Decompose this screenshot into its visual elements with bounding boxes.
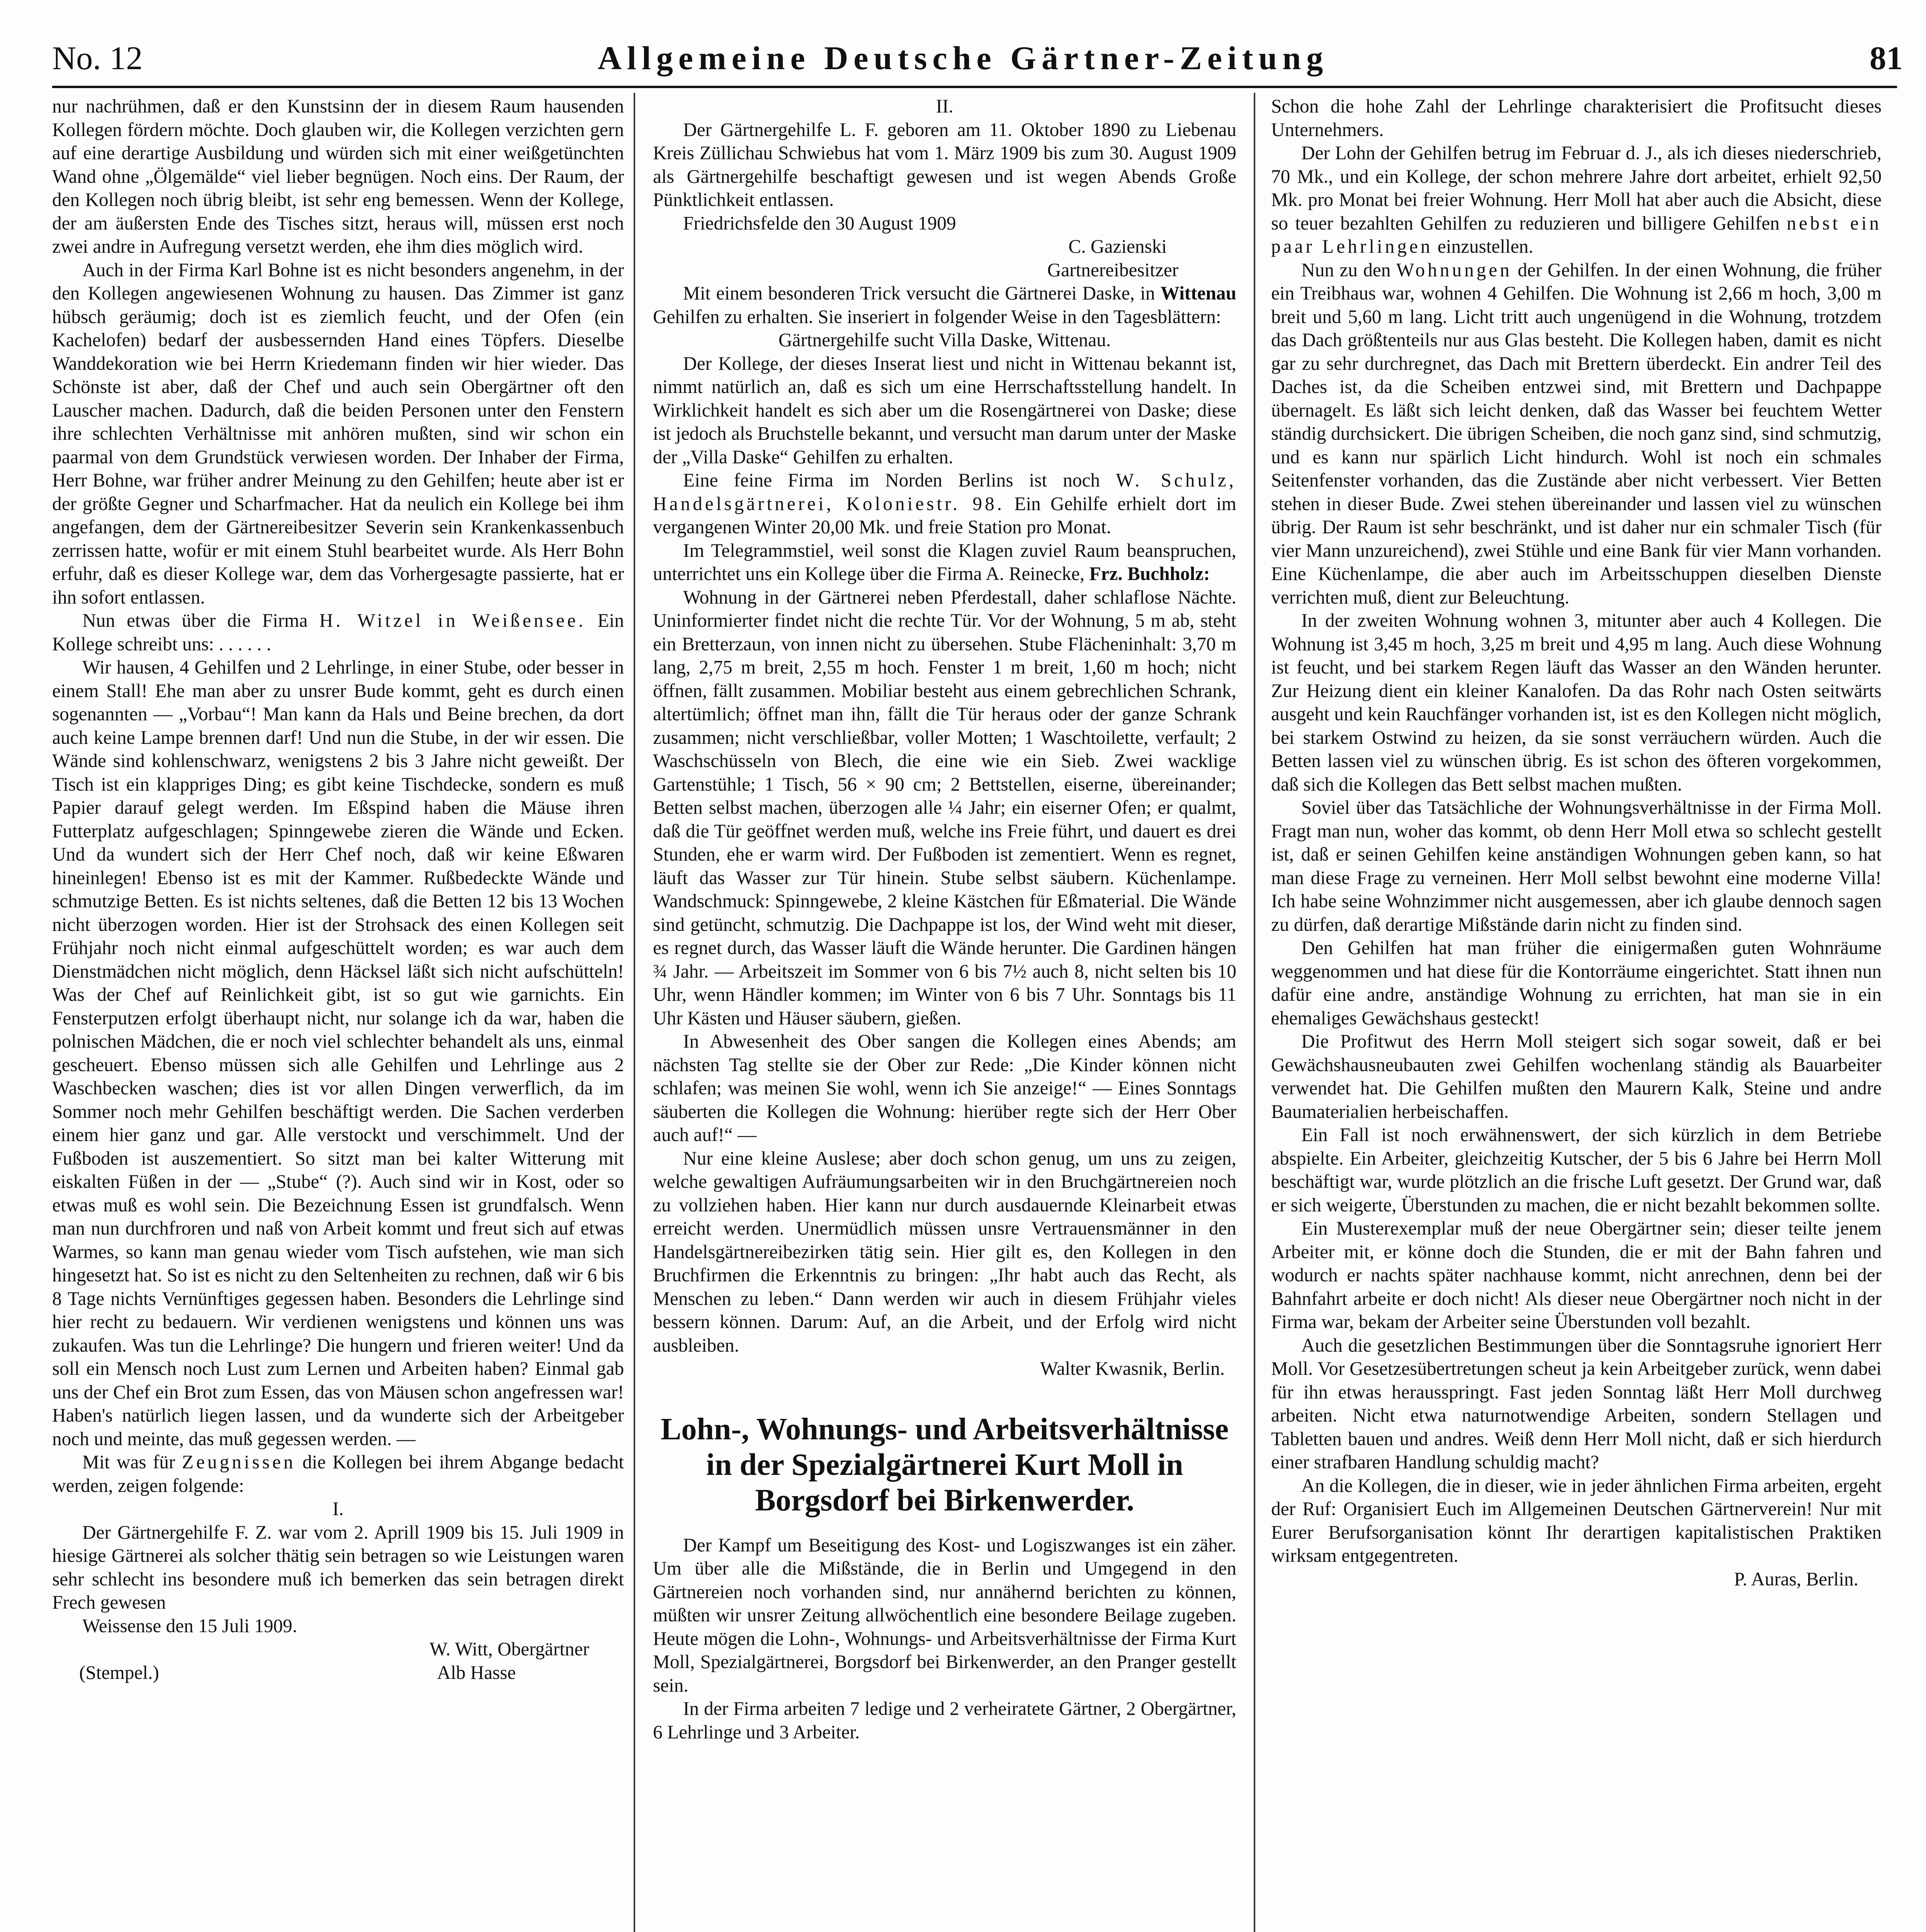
paragraph: Auch die gesetzlichen Bestimmungen über die Sonntagsruhe ignoriert Herr Moll. Vor Gesetzesübertretungen scheut ja kein Arbeitgeber zurück, wenn dabei für ihn etwas herausspringt. Fast jeden Sonntag läßt Herr Moll durchweg arbeiten. Nicht etwa naturnotwendige Arbeiten, sondern Stellagen und Tabletten bauen und andres. Weiß denn Herr Moll nicht, daß er sich hierdurch einer strafbaren Handlung schuldig macht?: [1271, 1334, 1882, 1473]
certificate-role: Gartnereibesitzer: [1047, 259, 1178, 281]
certificate-text: Der Gärtnergehilfe L. F. geboren am 11. Oktober 1890 zu Liebenau Kreis Züllichau Schwiebus hat vom 1. März 1909 bis zum 30. August 1909 als Gärtnergehilfe beschaftigt gewesen und ist wegen Abends Große Pünktlichkeit entlassen.: [653, 119, 1236, 210]
paragraph: In der Firma arbeiten 7 ledige und 2 verheiratete Gärtner, 2 Obergärtner, 6 Lehrlinge und 3 Arbeiter.: [653, 1698, 1236, 1743]
page-number: 81: [1870, 39, 1903, 77]
paragraph: Soviel über das Tatsächliche der Wohnungsverhältnisse in der Firma Moll. Fragt man nun, woher das kommt, ob denn Herr Moll etwa so schlecht gestellt ist, daß er seinen Gehilfen keine anständigen Wohnungen geben kann, so hat man diese Frage zu verneinen. Herr Moll selbst bewohnt eine moderne Villa! Ich habe seine Wohnzimmer nicht ausgemessen, aber ich glaube dennoch sagen zu dürfen, daß derartige Mißstände darin nicht zu finden sind.: [1271, 797, 1882, 935]
column-1: [52, 95, 624, 1932]
advertisement: Gärtnergehilfe sucht Villa Daske, Wittenau.: [778, 329, 1111, 350]
paragraph: Wohnung in der Gärtnerei neben Pferdestall, daher schlaflose Nächte. Uninformierter findet nicht die rechte Tür. Vor der Wohnung, 5 m ab, steht ein Bretterzaun, von innen nicht zu übersehen. Stube Flächeninhalt: 3,70 m lang, 2,75 m breit, 2,55 m hoch. Fenster 1 m breit, 1,60 m hoch; nicht öffnen, fällt zusammen. Mobiliar besteht aus einem gebrechlichen Schrank, altertümlich; öffnet man ihn, fällt die Tür heraus oder der ganze Schrank zusammen; nicht verschließbar, voller Motten; 1 Waschtoilette, verfault; 2 Waschschüsseln von Blech, die eine wie ein Sieb. Zwei wacklige Gartenstühle; 1 Tisch, 56 × 90 cm; 2 Bettstellen, eiserne, übereinander; Betten selbst machen, überzogen alle ¼ Jahr; ein eiserner Ofen; er qualmt, daß die Tür geöffnet werden muß, welche ins Freie führt, und dauert es drei Stunden, ehe er warm wird. Der Fußboden ist zementiert. Wenn es regnet, läuft das Wasser zur Tür hinein. Stube selbst säubern. Küchenlampe. Wandschmuck: Spinngewebe, 2 kleine Kästchen für Eßmaterial. Die Wände sind getüncht, schmutzig. Die Dachpappe ist los, der Wind weht mit dieser, es regnet durch, das Wasser läuft die Wände herunter. Die Gardinen hängen ¾ Jahr. — Arbeitszeit im Sommer von 6 bis 7½ auch 8, nicht selten bis 10 Uhr, wenn Händler kommen; im Winter von 6 bis 7 Uhr. Sonntags bis 11 Uhr Kästen und Häuser säubern, gießen.: [653, 586, 1236, 1029]
paragraph: Die Profitwut des Herrn Moll steigert sich sogar soweit, daß er bei Gewächshausneubauten zwei Gehilfen wochenlang ständig als Bauarbeiter verwendet hat. Die Gehilfen mußten den Maurern Kalk, Steine und andre Baumaterialien herbeischaffen.: [1271, 1031, 1882, 1122]
paragraph: Ein Musterexemplar muß der neue Obergärtner sein; dieser teilte jenem Arbeiter mit, er könne doch die Stunden, die er mit der Bahn fahren und wodurch er nachts später nachhause kommt, nicht anrechnen, denn bei der Bahnfahrt arbeite er doch nicht! Als dieser neue Obergärtner noch nicht in der Firma war, bekam der Arbeiter seine Überstunden voll bezahlt.: [1271, 1218, 1882, 1332]
place-name: Frz. Buchholz:: [1089, 563, 1210, 584]
paragraph: An die Kollegen, die in dieser, wie in jeder ähnlichen Firma arbeiten, ergeht der Ruf: Organisiert Euch im Allgemeinen Deutschen Gärtnerverein! Nur mit Eurer Berufsorganisation könnt Ihr derartigen kapitalistischen Praktiken wirksam entgegentreten.: [1271, 1475, 1882, 1566]
column-3: [1271, 95, 1882, 1932]
emphasis: nebst ein paar Lehrlingen: [1271, 212, 1882, 257]
author-signature: Walter Kwasnik, Berlin.: [1040, 1358, 1225, 1379]
paragraph: Der Kollege, der dieses Inserat liest und nicht in Wittenau bekannt ist, nimmt natürlich an, daß es sich um eine Herrschaftsstellung handelt. In Wirklichkeit handelt es sich aber um die Rosengärtnerei von Daske; diese ist jedoch als Bruchstelle bekannt, und versucht man darum unter der Maske der „Villa Daske“ Gehilfen zu erhalten.: [653, 352, 1236, 468]
certificate-signature: W. Witt, Obergärtner: [429, 1638, 589, 1660]
newspaper-title: Allgemeine Deutsche Gärtner-Zeitung: [597, 39, 1329, 77]
column-divider: [1254, 93, 1255, 1932]
paragraph: Nur eine kleine Auslese; aber doch schon genug, um uns zu zeigen, welche gewaltigen Aufräumungsarbeiten wir in den Bruchgärtnereien noch zu vollziehen haben. Hier kann nur durch ausdauernde Kleinarbeit etwas erreicht werden. Unermüdlich müssen unsre Vertrauensmänner in den Handelsgärtnereibezirken tätig sein. Hier gilt es, den Kollegen in den Bruchfirmen die Erkenntnis zu bringen: „Ihr habt auch das Recht, als Menschen zu leben.“ Dann werden wir auch in diesem Frühjahr vieles bessern können. Darum: Auf, an die Arbeit, und der Erfolg wird nicht ausbleiben.: [653, 1147, 1236, 1356]
section-number: II.: [936, 95, 954, 117]
issue-number: No. 12: [52, 39, 143, 77]
paragraph: In Abwesenheit des Ober sangen die Kollegen eines Abends; am nächsten Tag stellte sie der Ober zur Rede: „Die Kinder können nicht schlafen; was meinen Sie wohl, wenn ich Sie anzeige!“ — Eines Sonntags säuberten die Kollegen die Wohnung: hierüber regte sich der Herr Ober auch auf!“ —: [653, 1031, 1236, 1145]
certificate-text: Der Gärtnergehilfe F. Z. war vom 2. Aprill 1909 bis 15. Juli 1909 in hiesige Gärtnerei als solcher thätig sein betragen so wie Leistungen waren sehr schlecht ins besondere muß ich bemerken das sein betragen direkt Frech gewesen: [52, 1521, 624, 1613]
paragraph: Mit einem besonderen Trick versucht die Gärtnerei Daske, in Wittenau Gehilfen zu erhalten. Sie inseriert in folgender Weise in den Tagesblättern:: [653, 282, 1236, 327]
page-header: [0, 37, 1926, 79]
paragraph: Wir hausen, 4 Gehilfen und 2 Lehrlinge, in einer Stube, oder besser in einem Stall! Ehe man aber zu unsrer Bude kommt, geht es durch einen sogenannten — „Vorbau“! Man kann da Hals und Beine brechen, da dort auch keine Lampe brennen darf! Und nun die Stube, in der wir essen. Die Wände sind kohlenschwarz, wenigstens 2 bis 3 Jahre nicht geweißt. Der Tisch ist ein klappriges Ding; es gibt keine Tischdecke, sondern es muß Papier darauf gelegt werden. Im Eßspind haben die Mäuse ihren Futterplatz aufgeschlagen; Spinngewebe zieren die Wände und Ecken. Und da wundert sich der Herr Chef noch, daß wir keine Eßwaren hineinlegen! Ebenso ist es mit der Kammer. Rußbedeckte Wände und schmutzige Betten. Es ist nichts seltenes, daß die Betten 12 bis 13 Wochen nicht überzogen worden. Hier ist der Strohsack des einen Kollegen seit Frühjahr noch nicht einmal aufgeschüttelt worden; es war auch dem Dienstmädchen nicht möglich, denn Häcksel läßt sich nicht aufschütteln! Was der Chef auf Reinlichkeit gibt, ist so gut wie garnichts. Ein Fensterputzen erfolgt überhaupt nicht, nur solange ich da war, haben die polnischen Mädchen, die er noch viel schlechter behandelt als uns, einmal gescheuert. Ebenso müssen sich alle Gehilfen und Lehrlinge aus 2 Waschbecken waschen; dies ist vor allen Dingen verwerflich, da im Sommer noch mehr Gehilfen beschäftigt werden. Die Sachen verderben einem hier ganz und gar. Alle verstockt und verschimmelt. Und der Fußboden ist auszementiert. So sitzt man bei kalter Witterung mit eiskalten Füßen in der — „Stube“ (?). Auch sind wir in Kost, oder so etwas muß es wohl sein. Die Bezeichnung Essen ist grundfalsch. Wenn man nun durchfroren und naß von Arbeit kommt und freut sich auf etwas Warmes, so kann man genau wieder vom Tisch aufstehen, wie man sich hingesetzt hat. So ist es nicht zu den Seltenheiten zu rechnen, daß wir 6 bis 8 Tage nichts Vernünftiges gegessen haben. Besonders die Lehrlinge sind hier recht zu bedauern. Wir verdienen wenigstens und können uns was zukaufen. Was tun die Lehrlinge? Die hungern und frieren weiter! Und da soll ein Mensch noch Lust zum Lernen und Arbeiten haben? Einmal gab uns der Chef ein Brot zum Essen, das von Mäusen schon angefressen war! Haben's natürlich liegen lassen, und da wunderte sich der Arbeitgeber noch und meinte, das muß gegessen werden. —: [52, 656, 624, 1449]
stamp-label: (Stempel.): [79, 1662, 159, 1683]
certificate-place: Friedrichsfelde den 30 August 1909: [683, 212, 956, 234]
emphasis: Zeugnissen: [182, 1451, 296, 1473]
header-rule: [52, 86, 1897, 88]
place-name: Wittenau: [1160, 282, 1236, 304]
firm-name: W. Schulz, Handelsgärtnerei, Koloniestr. 98.: [653, 469, 1236, 514]
paragraph: Ein Fall ist noch erwähnenswert, der sich kürzlich in dem Betriebe abspielte. Ein Arbeiter, gleichzeitig Kutscher, der 5 bis 6 Jahre bei Herrn Moll beschäftigt war, wurde plötzlich an die frische Luft gesetzt. Der Grund war, daß er sich weigerte, Überstunden zu machen, die er nicht bezahlt bekommen sollte.: [1271, 1124, 1882, 1216]
certificate-signature: C. Gazienski: [1068, 236, 1167, 257]
paragraph: Der Lohn der Gehilfen betrug im Februar d. J., als ich dieses niederschrieb, 70 Mk., und ein Kollege, der schon mehrere Jahre dort arbeitet, erhielt 92,50 Mk. pro Monat bei freier Wohnung. Herr Moll hat aber auch die Absicht, diese so teuer bezahlten Gehilfen zu reduzieren und billigere Gehilfen nebst ein paar Lehrlingen einzustellen.: [1271, 142, 1882, 257]
paragraph: Im Telegrammstiel, weil sonst die Klagen zuviel Raum beanspruchen, unterrichtet uns ein Kollege über die Firma A. Reinecke, Frz. Buchholz:: [653, 539, 1236, 584]
article-heading: Lohn-, Wohnungs- und Arbeitsverhältnisse in der Spezialgärtnerei Kurt Moll in Borgsdorf bei Birkenwerder.: [660, 1412, 1229, 1517]
paragraph: Auch in der Firma Karl Bohne ist es nicht besonders angenehm, in der den Kollegen angewiesenen Wohnung zu hausen. Das Zimmer ist ganz hübsch geräumig; doch ist es ziemlich feucht, und der Ofen (ein Kachelofen) bedarf der ausbessernden Hand eines Töpfers. Dieselbe Wanddekoration wie bei Herrn Kriedemann finden wir hier wieder. Das Schönste ist aber, daß der Chef und auch sein Obergärtner oft den Lauscher machen. Dadurch, daß die beiden Personen unter den Fenstern ihre schlechten Verhältnisse mit anhören mußten, sind wir schon ein paarmal von dem Grundstück verwiesen worden. Der Inhaber der Firma, Herr Bohne, war früher andrer Meinung zu den Gehilfen; heute aber ist er der größte Gegner und Scharfmacher. Hat da neulich ein Kollege bei ihm angefangen, dem der Gärtnereibesitzer Severin sein Krankenkassenbuch zerrissen hatte, wofür er mit einem Stuhl bearbeitet wurde. Als Herr Bohn erfuhr, daß es dieser Kollege war, dem das Vorhergesagte passierte, hat er ihn sofort entlassen.: [52, 259, 624, 608]
paragraph: Schon die hohe Zahl der Lehrlinge charakterisiert die Profitsucht dieses Unternehmers.: [1271, 95, 1882, 140]
paragraph: Eine feine Firma im Norden Berlins ist noch W. Schulz, Handelsgärtnerei, Koloniestr. 98. Ein Gehilfe erhielt dort im vergangenen Winter 20,00 Mk. und freie Station pro Monat.: [653, 469, 1236, 537]
paragraph: Den Gehilfen hat man früher die einigermaßen guten Wohnräume weggenommen und hat diese für die Kontorräume eingerichtet. Statt ihnen nun dafür eine andre, anständige Wohnung zu errichten, hat man sie in ein ehemaliges Gewächshaus gesteckt!: [1271, 937, 1882, 1029]
paragraph: Der Kampf um Beseitigung des Kost- und Logiszwanges ist ein zäher. Um über alle die Mißstände, die in Berlin und Umgegend in den Gärtnereien noch vorhanden sind, nur annähernd berichten zu können, müßten wir unsrer Zeitung allwöchentlich eine besondere Beilage zugeben. Heute mögen die Lohn-, Wohnungs- und Arbeitsverhältnisse der Firma Kurt Moll, Spezialgärtnerei, Borgsdorf bei Birkenwerder, an den Pranger gestellt sein.: [653, 1534, 1236, 1696]
signature-name: Alb Hasse: [437, 1662, 516, 1683]
emphasis: Wohnungen: [1396, 259, 1512, 281]
firm-name: H. Witzel in Weißensee.: [319, 610, 586, 631]
author-signature: P. Auras, Berlin.: [1734, 1568, 1858, 1590]
certificate-place: Weissense den 15 Juli 1909.: [82, 1615, 297, 1636]
section-number: I.: [332, 1498, 344, 1519]
column-divider: [634, 93, 635, 1932]
paragraph: nur nachrühmen, daß er den Kunstsinn der in diesem Raum hausenden Kollegen fördern möchte. Doch glauben wir, die Kollegen verzichten gern auf eine derartige Ausbildung und würden sich mit einer weißgetünchten Wand ohne „Ölgemälde“ viel lieber begnügen. Noch eins. Der Raum, der den Kollegen noch übrig bleibt, ist sehr eng bemessen. Wenn der Kollege, der am äußersten Ende des Tisches sitzt, heraus will, müssen erst noch zwei andre in Aufregung versetzt werden, ehe ihm dies möglich wird.: [52, 95, 624, 257]
paragraph: Nun zu den Wohnungen der Gehilfen. In der einen Wohnung, die früher ein Treibhaus war, wohnen 4 Gehilfen. Die Wohnung ist 2,66 m hoch, 3,00 m breit und 5,60 m lang. Licht tritt auch ungenügend in die Wohnung, trotzdem das Dach größtenteils nur aus Glas besteht. Die Kollegen haben, damit es nicht gar zu sehr durchregnet, das Dach mit Brettern überdeckt. Ein andrer Teil des Daches ist, da die Scheiben entzwei sind, mit Brettern und Dachpappe übernagelt. Es läßt sich leicht denken, daß das Wasser bei feuchtem Wetter ständig durchsickert. Die übrigen Scheiben, die noch ganz sind, sind schmutzig, und es kann nur spärlich Licht hindurch. Wohl ist noch ein schmales Seitenfenster vorhanden, das die Zustände aber nicht verbessert. Vier Betten stehen in dieser Bude. Zwei stehen übereinander und lassen viel zu wünschen übrig. Der Raum ist sehr beschränkt, und ist daher nur ein schmaler Tisch (für vier Mann unzureichend), zwei Stühle und eine Bank für vier Mann vorhanden. Eine Küchenlampe, die aber auch im Arbeitsschuppen dieselben Dienste verrichten muß, dient zur Beleuchtung.: [1271, 259, 1882, 608]
paragraph: Mit was für Zeugnissen die Kollegen bei ihrem Abgange bedacht werden, zeigen folgende:: [52, 1451, 624, 1496]
paragraph: Nun etwas über die Firma H. Witzel in Weißensee. Ein Kollege schreibt uns: . . . . . .: [52, 610, 624, 655]
column-2: [653, 95, 1236, 1932]
certificate-stamp-line: [52, 1661, 624, 1685]
paragraph: In der zweiten Wohnung wohnen 3, mitunter aber auch 4 Kollegen. Die Wohnung ist 3,45 m hoch, 3,25 m breit und 4,95 m lang. Auch diese Wohnung ist feucht, und bei starkem Regen läuft das Wasser an den Wänden herunter. Zur Heizung dient ein kleiner Kanalofen. Da das Rohr nach Osten seitwärts ausgeht und kein Rauchfänger vorhanden ist, ist es den Kollegen nicht möglich, bei starkem Ostwind zu heizen, da sie sonst verräuchern würden. Auch die Betten lassen viel zu wünschen übrig. Es ist schon des öfteren vorgekommen, daß sich die Kollegen das Bett selbst machen mußten.: [1271, 610, 1882, 795]
